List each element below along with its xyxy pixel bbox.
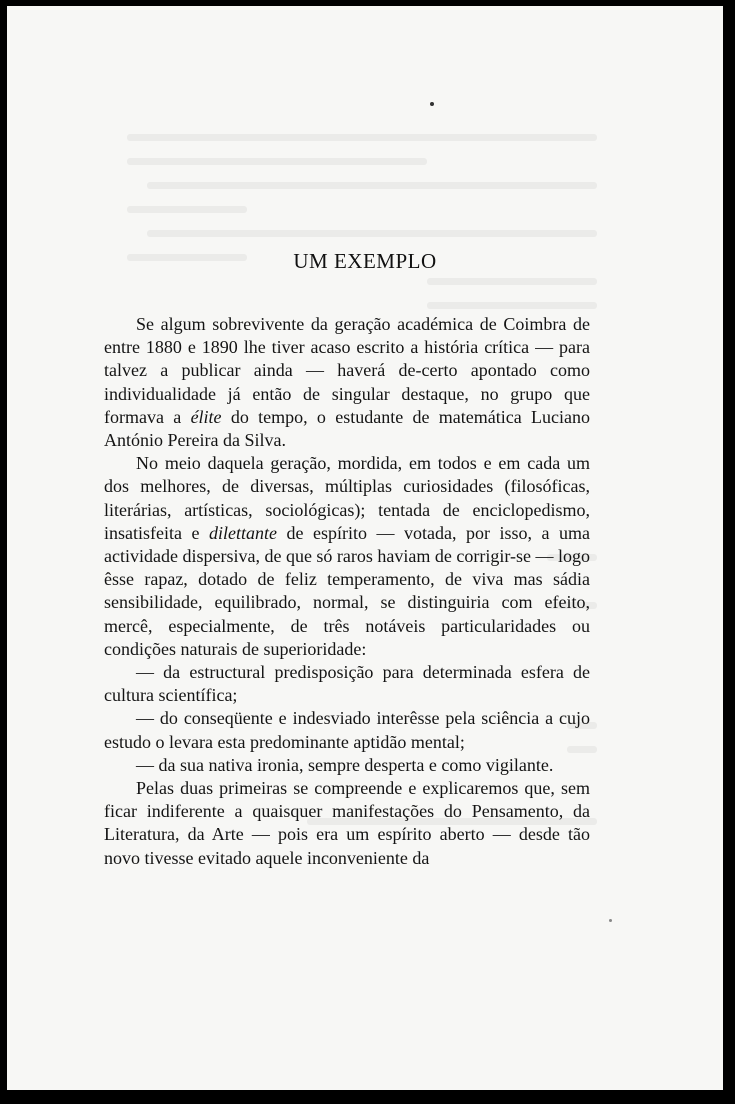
paragraph (104, 452, 590, 661)
ink-speck (609, 919, 612, 922)
paragraph-text: Se algum sobrevivente da geração académica de Coimbra de entre 1880 e 1890 lhe tiver acaso escrito a história crítica — para talvez a publicar ainda — haverá de-certo apontado como individualidade já então de singular destaque, no grupo que formava a (104, 314, 590, 427)
chapter-title: UM EXEMPLO (293, 249, 437, 273)
paragraph-text: de espírito — votada, por isso, a uma actividade dispersiva, de que só raros haviam de corrigir-se — logo êsse rapaz, dotado de feliz temperamento, de viva mas sádia sensibilidade, equilibrado, normal, se distinguiria com efeito, mercê, especialmente, de três notáveis particularidades ou condições naturais de superioridade: (104, 522, 591, 659)
list-paragraph (104, 707, 590, 753)
paragraph-text: Pelas duas primeiras se compreende e explicaremos que, sem ficar indiferente a quaisquer manifestações do Pensamento, da Literatura, da Arte — pois era um espírito aberto — desde tão novo tivesse evitado aquele inconveniente da (104, 778, 590, 868)
paragraph-text: do tempo, o estudante de matemática Luciano António Pereira da Silva. (104, 406, 590, 451)
paragraph (104, 777, 590, 870)
list-paragraph (104, 661, 590, 707)
list-paragraph (104, 754, 590, 777)
ink-speck (430, 102, 434, 106)
paragraph-text: — da estructural predisposição para determinada esfera de cultura scientífica; (104, 662, 590, 706)
italic-term: élite (190, 406, 222, 427)
book-page (7, 6, 723, 1090)
paragraph-text: — da sua nativa ironia, sempre desperta e como vigilante. (136, 754, 554, 775)
body-text (104, 313, 590, 870)
italic-term: dilettante (209, 522, 277, 543)
paragraph-text: No meio daquela geração, mordida, em todos e em cada um dos melhores, de diversas, múltiplas curiosidades (filosóficas, literárias, artísticas, sociológicas); tentada de enciclopedismo, insatisfeita e (104, 453, 590, 543)
paragraph (104, 313, 590, 452)
paragraph-text: — do conseqüente e indesviado interêsse pela sciência a cujo estudo o levara esta predominante aptidão mental; (104, 708, 590, 752)
